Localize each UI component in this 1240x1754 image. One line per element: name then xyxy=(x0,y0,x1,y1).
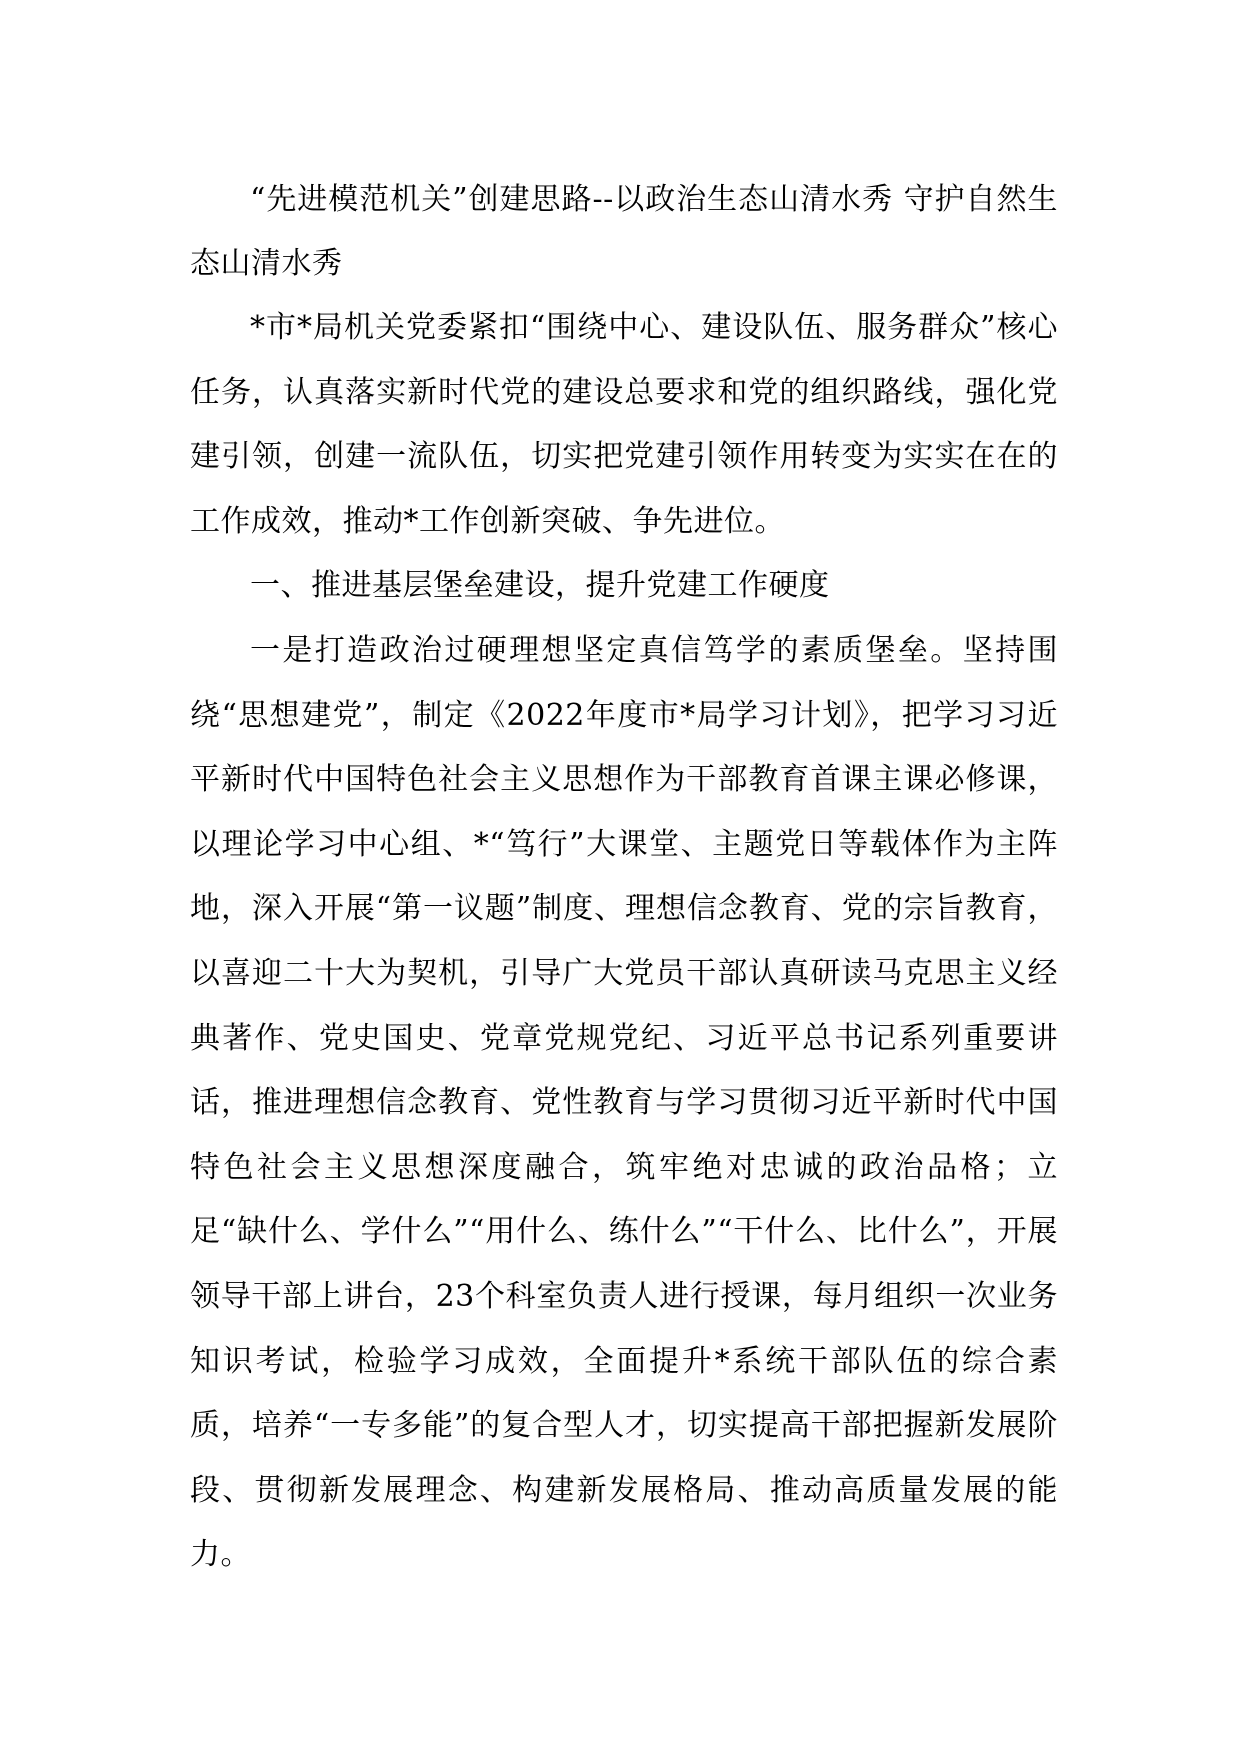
document-body xyxy=(190,168,1058,1588)
intro-paragraph: *市*局机关党委紧扣“围绕中心、建设队伍、服务群众”核心任务，认真落实新时代党的建设总要求和党的组织路线，强化党建引领，创建一流队伍，切实把党建引领作用转变为实实在在的工作成效，推动*工作创新突破、争先进位。 xyxy=(190,310,1058,539)
section-heading: 一、推进基层堡垒建设，提升党建工作硬度 xyxy=(250,568,830,604)
document-title: “先进模范机关”创建思路--以政治生态山清水秀 守护自然生态山清水秀 xyxy=(190,182,1058,281)
body-paragraph: 一是打造政治过硬理想坚定真信笃学的素质堡垒。坚持围绕“思想建党”，制定《2022年度市*局学习计划》，把学习习近平新时代中国特色社会主义思想作为干部教育首课主课必修课，以理论学习中心组、*“笃行”大课堂、主题党日等载体作为主阵地，深入开展“第一议题”制度、理想信念教育、党的宗旨教育，以喜迎二十大为契机，引导广大党员干部认真研读马克思主义经典著作、党史国史、党章党规党纪、习近平总书记系列重要讲话，推进理想信念教育、党性教育与学习贯彻习近平新时代中国特色社会主义思想深度融合，筑牢绝对忠诚的政治品格；立足“缺什么、学什么”“用什么、练什么”“干什么、比什么”，开展领导干部上讲台，23个科室负责人进行授课，每月组织一次业务知识考试，检验学习成效，全面提升*系统干部队伍的综合素质，培养“一专多能”的复合型人才，切实提高干部把握新发展阶段、贯彻新发展理念、构建新发展格局、推动高质量发展的能力。 xyxy=(190,632,1058,1573)
